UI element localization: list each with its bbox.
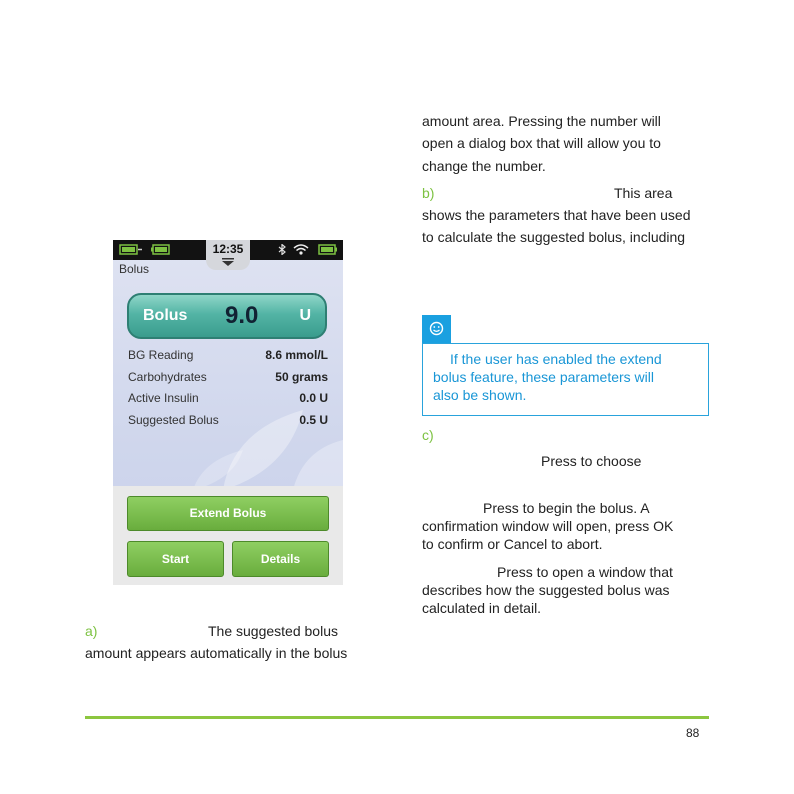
battery-icon bbox=[150, 244, 170, 255]
marker-a: a) bbox=[85, 623, 98, 639]
bolus-unit: U bbox=[299, 307, 311, 324]
note-line-3: also be shown. bbox=[433, 387, 527, 403]
note-tab bbox=[422, 315, 451, 343]
screen-title: Bolus bbox=[119, 262, 150, 276]
footer-rule bbox=[85, 716, 709, 719]
section-b-line-3: to calculate the suggested bolus, including bbox=[422, 229, 686, 245]
chevron-down-icon bbox=[221, 258, 235, 267]
marker-b: b) bbox=[422, 185, 435, 201]
leaf-watermark-icon bbox=[193, 390, 343, 490]
section-b-first-line: This area bbox=[614, 185, 673, 201]
suggested-bolus-label: Suggested Bolus bbox=[128, 413, 219, 427]
section-b-line-2: shows the parameters that have been used bbox=[422, 207, 691, 223]
phone-screenshot bbox=[113, 240, 343, 585]
notification-pull-tab[interactable] bbox=[206, 240, 250, 270]
details-description-line-2: describes how the suggested bolus was bbox=[422, 582, 670, 598]
start-description-line-2: confirmation window will open, press OK bbox=[422, 518, 674, 534]
suggested-bolus-value: 0.5 U bbox=[299, 413, 328, 427]
note-line-1: If the user has enabled the extend bbox=[450, 351, 662, 367]
marker-c: c) bbox=[422, 427, 434, 443]
start-button[interactable]: Start bbox=[127, 541, 224, 577]
carbohydrates-value: 50 grams bbox=[275, 370, 328, 384]
wifi-icon bbox=[293, 244, 309, 255]
section-a-first-line: The suggested bolus bbox=[208, 623, 338, 639]
start-description-line-3: to confirm or Cancel to abort. bbox=[422, 536, 603, 552]
details-description-first-line: Press to open a window that bbox=[497, 564, 673, 580]
bolus-amount-button[interactable] bbox=[127, 293, 327, 339]
details-description-line-3: calculated in detail. bbox=[422, 600, 542, 616]
bg-reading-value: 8.6 mmol/L bbox=[265, 348, 328, 362]
extend-bolus-button[interactable]: Extend Bolus bbox=[127, 496, 329, 531]
active-insulin-value: 0.0 U bbox=[299, 391, 328, 405]
bluetooth-icon bbox=[277, 244, 287, 255]
clock-text: 12:35 bbox=[212, 242, 244, 256]
start-description-first-line: Press to begin the bolus. A bbox=[483, 500, 650, 516]
usb-battery-icon bbox=[119, 244, 143, 255]
intro-line-3: change the number. bbox=[422, 158, 546, 174]
page-number: 88 bbox=[686, 726, 700, 740]
active-insulin-label: Active Insulin bbox=[128, 391, 199, 405]
note-line-2: bolus feature, these parameters will bbox=[433, 369, 654, 385]
section-a-second-line: amount appears automatically in the bolus bbox=[85, 645, 348, 661]
bolus-label: Bolus bbox=[143, 307, 188, 324]
bolus-value: 9.0 bbox=[225, 302, 259, 329]
intro-line-1: amount area. Pressing the number will bbox=[422, 113, 661, 129]
device-battery-icon bbox=[318, 244, 338, 255]
smiley-icon bbox=[429, 321, 444, 336]
carbohydrates-label: Carbohydrates bbox=[128, 370, 207, 384]
button-area bbox=[113, 486, 343, 585]
bg-reading-label: BG Reading bbox=[128, 348, 194, 362]
details-button[interactable]: Details bbox=[232, 541, 329, 577]
section-c-choose-line: Press to choose bbox=[541, 453, 642, 469]
intro-line-2: open a dialog box that will allow you to bbox=[422, 135, 661, 151]
